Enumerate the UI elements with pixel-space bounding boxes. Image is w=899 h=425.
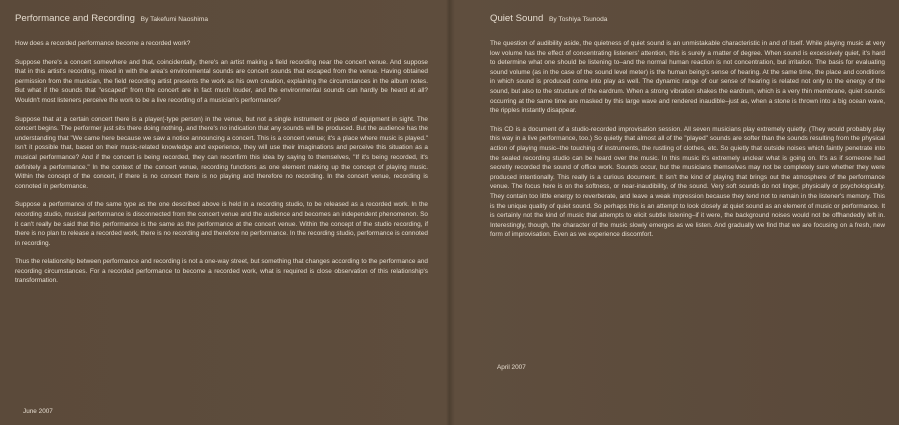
left-date: June 2007 [23,408,53,415]
left-page [0,0,449,425]
left-paragraph: Suppose that at a certain concert there is a player(-type person) in the venue, but not a single instrument or piece of equipment in sight. The concert begins. The performer just sits there doing nothing, and there's no indication that any sounds will be produced. But the audience has the understanding that "We came here because we saw a notice announcing a concert. This is a concert venue; it's a place where music is played." Isn't it possible that, based on their music-related knowledge and experience, they will use their imaginations and perceive this situation as a musical performance? And if the concert is being recorded, they can reconfirm this idea by saying to themselves, "If it's being recorded, it's definitely a performance." In the context of the concert venue, recording functions as one element making up the concept of playing music. Within the concept of the concert, if there is no concert there is no playing and therefore no recording. In the concert venue, recording is connoted in performance. [15,115,428,190]
right-byline: By Toshiya Tsunoda [549,16,608,23]
right-paragraph: This CD is a document of a studio-recorded improvisation session. All seven musicians play extremely quietly. (They would probably play this way in a live performance, too.) So quietly that almost all of the "played" sounds are softer than the sounds resulting from the physical action of playing music–the touching of instruments, the rustling of clothes, etc. So quietly that outside noises which faintly penetrate into the sealed recording studio can be heard over the music. In this music it's extremely unclear what is going on. It's as if someone had secretly recorded the sound of office work. Sounds occur, but the musicians themselves may not be completely sure whether they were produced intentionally. This really is a curious document. It isn't the kind of playing that brings out the atmosphere of the performance venue. The focus here is on the softness, or near-inaudibility, of the sound. Very soft sounds do not linger, physically or psychologically. They contain too little energy to reverberate, and leave a weak impression because they tend not to remain in the listener's memory. This is the unique quality of quiet sound. So perhaps this is an attempt to look closely at quiet sound as an element of music or performance. It is certainly not the kind of music that attempts to elicit subtle listening–if it were, the background noises would not be offhandedly left in. Interestingly, though, the character of the music slowly emerges as we listen. And gradually we find that we are focusing on a fresh, new form of improvisation. Even as we experience discomfort. [490,125,885,239]
left-byline: By Takefumi Naoshima [140,16,208,23]
left-paragraph: Suppose there's a concert somewhere and that, coincidentally, there's an artist making a field recording near the concert venue. And suppose that in this artist's recording, mixed in with the area's environmental sounds are concert sounds that escaped from the venue. Having obtained permission from the musician, the field recording artist presents the work as his own creation, explaining the circumstances in the album notes. But what if the sounds that "escaped" from the concert are in fact much louder, and the environmental sounds can hardly be heard at all? Wouldn't most listeners perceive the work to be a live recording of a musician's performance? [15,58,428,104]
left-title: Performance and Recording [15,13,135,24]
right-heading [490,13,885,26]
right-paragraph: The question of audibility aside, the quietness of quiet sound is an unmistakable characteristic in and of itself. While playing music at very low volume has the effect of concentrating listeners' attention, this is surely a matter of degree. When sound is excessively quiet, it's hard to determine what one should be listening to–and the normal human reaction is not concentration, but irritation. The basis for evaluating sound volume (as in the case of the sound level meter) is the human being's sense of hearing. At the same time, the place and conditions in which sound is produced come into play as well. The dynamic range of our sense of hearing is related not only to the energy of the sound, but also to the structure of the eardrum. When a strong vibration shakes the eardrum, which is a very thin membrane, quiet sounds occurring at the same time are masked by this large wave and rendered inaudible–just as, when a stone is thrown into a big ocean wave, the ripples instantly disappear. [490,40,885,115]
right-title: Quiet Sound [490,13,544,24]
left-paragraph: Thus the relationship between performance and recording is not a one-way street, but something that changes according to the performance and recording circumstances. For a recorded performance to become a recorded work, what is required is close observation of this relationship's transformation. [15,258,428,285]
left-paragraph: Suppose a performance of the same type as the one described above is held in a recording studio, to be released as a recorded work. In the recording studio, musical performance is disconnected from the concert venue and the audience and becomes an independent phenomenon. So it can't really be said that this performance is the same as the performance at the concert venue. Within the concept of the studio recording, if there is no plan to release a recorded work, there is no recording and therefore no performance. In the recording studio, performance is connoted in recording. [15,201,428,247]
right-page [450,0,899,425]
left-paragraph: How does a recorded performance become a recorded work? [15,40,191,47]
left-heading [15,13,428,26]
right-date: April 2007 [497,364,526,371]
